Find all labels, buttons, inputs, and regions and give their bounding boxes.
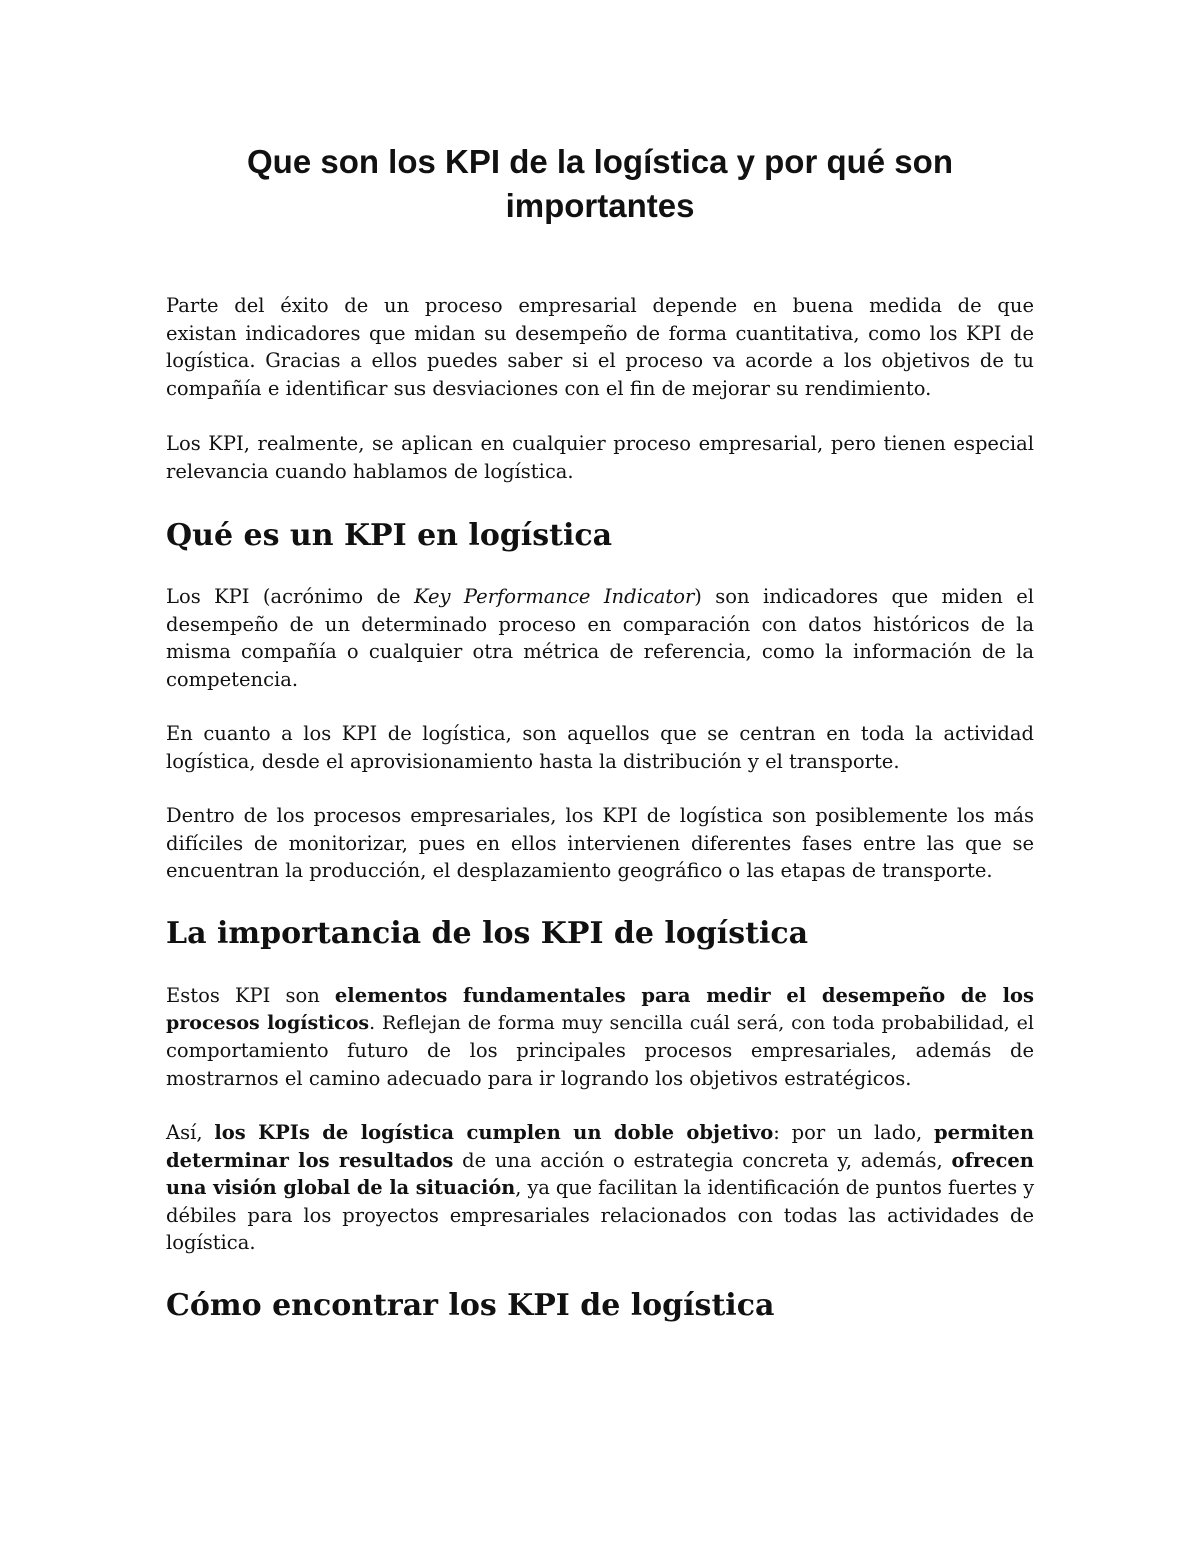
document-title (166, 140, 1034, 228)
text-line: Los KPI, realmente, se aplican en cualquier proceso empresarial, pero tienen especial (166, 432, 1034, 455)
heading-importancia: La importancia de los KPI de logística (166, 916, 809, 951)
title-line: importantes (505, 187, 695, 224)
text-line: logística. Gracias a ellos puedes saber si el proceso va acorde a los objetivos de tu (166, 349, 1034, 373)
text-line: mostrarnos el camino adecuado para ir logrando los objetivos estratégicos. (166, 1066, 912, 1090)
text-line: Dentro de los procesos empresariales, los KPI de logística son posiblemente los más (166, 804, 1034, 827)
text-line: En cuanto a los KPI de logística, son aquellos que se centran en toda la actividad (166, 722, 1034, 745)
text-line: procesos logísticos. Reflejan de forma muy sencilla cuál será, con toda probabilidad, el (166, 1011, 1034, 1034)
text-line: Estos KPI son elementos fundamentales para medir el desempeño de los (166, 984, 1034, 1007)
text-line: Los KPI (acrónimo de Key Performance Indicator) son indicadores que miden el (166, 585, 1034, 608)
italic-term: Key Performance Indicator (413, 585, 695, 608)
text-line: misma compañía o cualquier otra métrica de referencia, como la información de la (166, 640, 1034, 664)
paragraph-kpi-relevance (166, 430, 1034, 485)
text-line: logística, desde el aprovisionamiento hasta la distribución y el transporte. (166, 749, 900, 773)
text-line: competencia. (166, 667, 299, 691)
text-line: débiles para los proyectos empresariales relacionados con todas las actividades de (166, 1203, 1034, 1227)
paragraph-doble-objetivo (166, 1119, 1034, 1257)
text-line: relevancia cuando hablamos de logística. (166, 459, 574, 483)
text-line: compañía e identificar sus desviaciones con el fin de mejorar su rendimiento. (166, 376, 932, 400)
text-line: comportamiento futuro de los principales procesos empresariales, además de (166, 1039, 1034, 1063)
text-line: encuentran la producción, el desplazamiento geográfico o las etapas de transporte. (166, 859, 993, 883)
text-line: Parte del éxito de un proceso empresarial depende en buena medida de que (166, 294, 1034, 317)
heading-que-es-kpi: Qué es un KPI en logística (166, 518, 613, 553)
text-line: logística. (166, 1231, 256, 1255)
title-line: Que son los KPI de la logística y por qué son (247, 143, 953, 180)
paragraph-kpi-definition (166, 583, 1034, 693)
text-line: determinar los resultados de una acción o estrategia concreta y, además, ofrecen (166, 1148, 1034, 1172)
text-line: difíciles de monitorizar, pues en ellos intervienen diferentes fases entre las que se (166, 831, 1034, 855)
paragraph-intro (166, 292, 1034, 402)
heading-como-encontrar: Cómo encontrar los KPI de logística (166, 1288, 775, 1323)
paragraph-procesos (166, 802, 1034, 885)
text-line: una visión global de la situación, ya que facilitan la identificación de puntos fuertes y (166, 1176, 1035, 1200)
paragraph-elementos (166, 982, 1034, 1092)
text-line: Así, los KPIs de logística cumplen un doble objetivo: por un lado, permiten (166, 1121, 1034, 1144)
paragraph-kpi-logistica (166, 720, 1034, 775)
text-line: existan indicadores que midan su desempeño de forma cuantitativa, como los KPI de (166, 321, 1034, 345)
text-line: desempeño de un determinado proceso en comparación con datos históricos de la (166, 612, 1034, 636)
